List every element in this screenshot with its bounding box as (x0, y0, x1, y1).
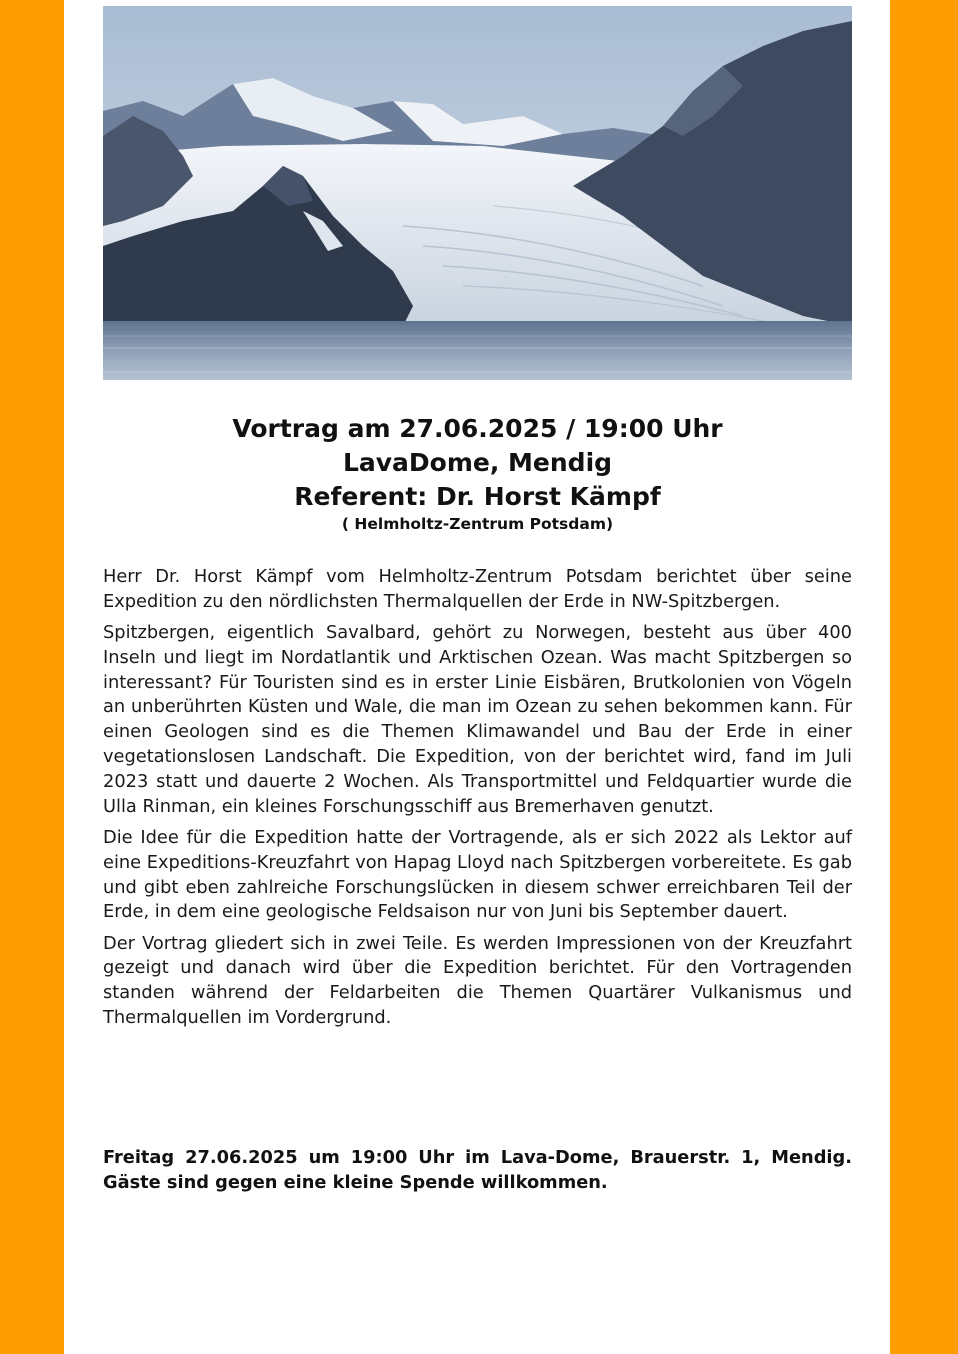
flyer-page (64, 0, 890, 1354)
event-footer-note: Freitag 27.06.2025 um 19:00 Uhr im Lava-Dome, Brauerstr. 1, Mendig. Gäste sind gegen eine kleine Spende willkommen. (103, 1147, 852, 1193)
event-heading (103, 412, 852, 534)
event-date-time: Vortrag am 27.06.2025 / 19:00 Uhr (232, 414, 723, 443)
paragraph: Die Idee für die Expedition hatte der Vortragende, als er sich 2022 als Lektor auf eine Expeditions-Kreuzfahrt von Hapag Lloyd nach Spitzbergen vorbereitete. Es gab und gibt eben zahlreiche Forschungslücken in diesem schwer erreichbaren Teil der Erde, in dem eine geologische Feldsaison nur von Juni bis September dauert. (103, 826, 852, 923)
glacier-photo (103, 6, 852, 380)
event-venue: LavaDome, Mendig (342, 448, 613, 477)
paragraph: Herr Dr. Horst Kämpf vom Helmholtz-Zentrum Potsdam berichtet über seine Expedition zu den nördlichsten Thermalquellen der Erde in NW-Spitzbergen. (103, 566, 852, 612)
paragraph: Spitzbergen, eigentlich Savalbard, gehört zu Norwegen, besteht aus über 400 Inseln und liegt im Nordatlantik und Arktischen Ozean. Was macht Spitzbergen so interessant? Für Touristen sind es in erster Linie Eisbären, Brutkolonien von Vögeln an unberührten Küsten und Wale, die man im Ozean zu sehen bekommen kann. Für einen Geologen sind es die Themen Klimawandel und Bau der Erde in einer vegetationslosen Landschaft. Die Expedition, von der berichtet wird, fand im Juli 2023 statt und dauerte 2 Wochen. Als Transportmittel und Feldquartier wurde die Ulla Rinman, ein kleines Forschungsschiff aus Bremerhaven genutzt. (103, 622, 852, 817)
paragraph: Der Vortrag gliedert sich in zwei Teile. Es werden Impressionen von der Kreuzfahrt gezeigt und danach wird über die Expedition berichtet. Für den Vortragenden standen während der Feldarbeiten die Themen Quartärer Vulkanismus und Thermalquellen im Vordergrund. (103, 932, 852, 1029)
speaker-affiliation: ( Helmholtz-Zentrum Potsdam) (341, 515, 614, 533)
event-speaker: Referent: Dr. Horst Kämpf (294, 482, 661, 511)
article-body (103, 565, 852, 1037)
